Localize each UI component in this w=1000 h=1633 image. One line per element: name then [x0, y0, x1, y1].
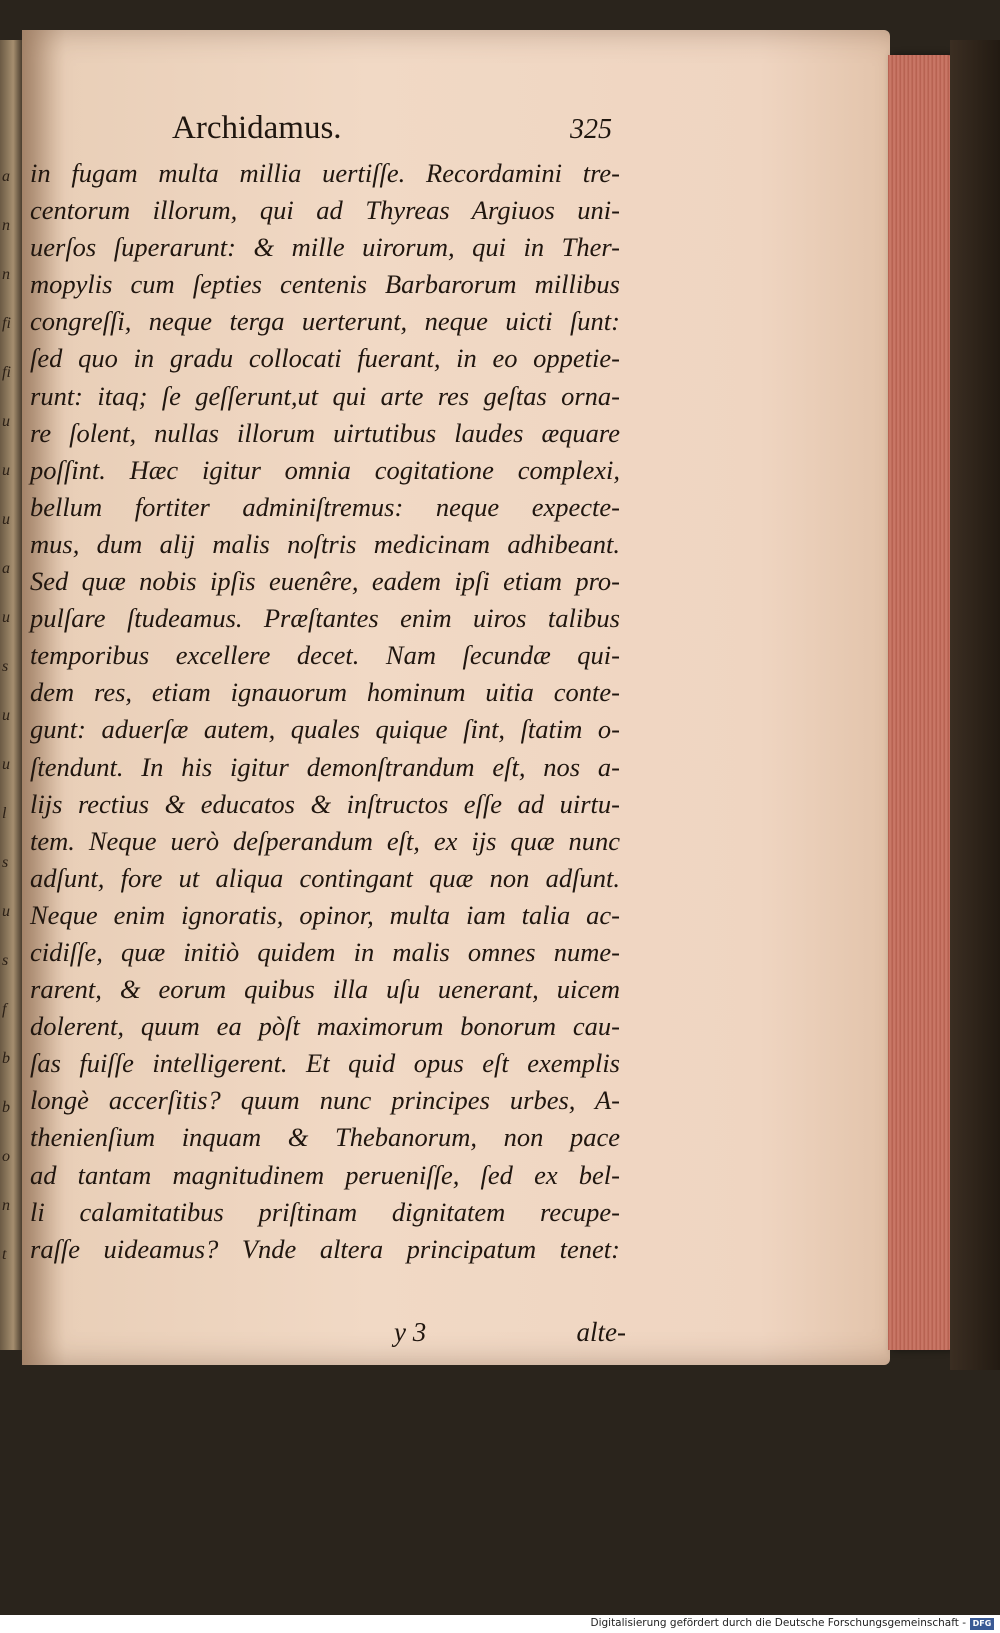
- margin-fragment: s: [2, 952, 9, 969]
- margin-fragment: f: [2, 1001, 7, 1018]
- margin-fragment: n: [2, 217, 10, 234]
- text-line: Neque enim ignoratis, opinor, multa iam talia ac-: [30, 899, 620, 930]
- text-line: li calamitatibus priſtinam dignitatem recupe-: [30, 1196, 620, 1227]
- margin-fragment: a: [2, 168, 10, 185]
- margin-fragment: u: [2, 707, 10, 724]
- margin-fragment: t: [2, 1246, 7, 1263]
- running-head: Archidamus.: [172, 110, 342, 146]
- margin-fragment: u: [2, 413, 10, 430]
- margin-fragment: s: [2, 854, 9, 871]
- catchword: alte-: [576, 1317, 626, 1347]
- text-line: lijs rectius & educatos & inſtructos eſſe ad uirtu-: [30, 788, 620, 819]
- margin-fragment: b: [2, 1050, 10, 1067]
- margin-fragment: u: [2, 462, 10, 479]
- text-line: gunt: aduerſæ autem, quales quique ſint, ſtatim o-: [30, 714, 620, 745]
- text-line: centorum illorum, qui ad Thyreas Argiuos uni-: [30, 195, 620, 226]
- text-line: tem. Neque uerò deſperandum eſt, ex ijs quæ nunc: [30, 825, 620, 856]
- margin-fragment: fi: [2, 315, 11, 332]
- margin-fragment: a: [2, 560, 10, 577]
- margin-fragment: b: [2, 1099, 10, 1116]
- book-binding: [950, 40, 1000, 1370]
- margin-fragment: s: [2, 658, 9, 675]
- margin-fragment: u: [2, 609, 10, 626]
- text-line: Sed quæ nobis ipſis euenêre, eadem ipſi etiam pro-: [30, 566, 620, 597]
- margin-fragment: n: [2, 1197, 10, 1214]
- margin-fragment: n: [2, 266, 10, 283]
- text-line: poſſint. Hæc igitur omnia cogitatione complexi,: [30, 454, 620, 485]
- margin-fragment: u: [2, 511, 10, 528]
- margin-fragment: fi: [2, 364, 11, 381]
- text-line: mopylis cum ſepties centenis Barbarorum millibus: [30, 269, 620, 300]
- margin-fragment: u: [2, 903, 10, 920]
- text-line: raſſe uideamus? Vnde altera principatum tenet:: [30, 1233, 620, 1264]
- text-line: ſas fuiſſe intelligerent. Et quid opus eſt exemplis: [30, 1048, 620, 1079]
- margin-fragment: l: [2, 805, 7, 822]
- margin-fragment: o: [2, 1148, 10, 1165]
- text-line: dolerent, quum ea pòſt maximorum bonorum cau-: [30, 1011, 620, 1042]
- text-line: rarent, & eorum quibus illa uſu uenerant, uicem: [30, 974, 620, 1005]
- text-line: in fugam multa millia uertiſſe. Recordamini tre-: [30, 158, 620, 188]
- text-line: ad tantam magnitudinem perueniſſe, ſed ex bel-: [30, 1159, 620, 1190]
- text-line: pulſare ſtudeamus. Præſtantes enim uiros talibus: [30, 603, 620, 634]
- text-line: dem res, etiam ignauorum hominum uitia conte-: [30, 677, 620, 708]
- text-line: ſtendunt. In his igitur demonſtrandum eſt, nos a-: [30, 751, 620, 782]
- signature-mark: y 3: [394, 1317, 427, 1347]
- text-line: bellum fortiter adminiſtremus: neque expecte-: [30, 491, 620, 522]
- text-line: re ſolent, nullas illorum uirtutibus laudes æquare: [30, 417, 620, 448]
- text-line: temporibus excellere decet. Nam ſecundæ qui-: [30, 640, 620, 671]
- page-footer: [394, 1317, 626, 1357]
- text-line: cidiſſe, quæ initiò quidem in malis omnes nume-: [30, 936, 620, 967]
- page-number: 325: [570, 114, 612, 145]
- text-line: adſunt, fore ut aliqua contingant quæ non adſunt.: [30, 862, 620, 893]
- body-text: [30, 155, 620, 1268]
- page-edges: [888, 55, 958, 1350]
- text-line: runt: itaq; ſe geſſerunt,ut qui arte res geſtas orna-: [30, 380, 620, 411]
- margin-fragment: u: [2, 756, 10, 773]
- text-line: uerſos ſuperarunt: & mille uirorum, qui in Ther-: [30, 232, 620, 263]
- text-line: ſed quo in gradu collocati fuerant, in eo oppetie-: [30, 343, 620, 374]
- text-line: thenienſium inquam & Thebanorum, non pace: [30, 1122, 620, 1153]
- credit-text: Digitalisierung gefördert durch die Deutsche Forschungsgemeinschaft -: [590, 1617, 966, 1629]
- text-line: mus, dum alij malis noſtris medicinam adhibeant.: [30, 528, 620, 559]
- dfg-logo: DFG: [970, 1618, 994, 1630]
- text-line: longè accerſitis? quum nunc principes urbes, A-: [30, 1085, 620, 1116]
- text-line: congreſſi, neque terga uerterunt, neque uicti ſunt:: [30, 306, 620, 337]
- page-header: [172, 110, 612, 158]
